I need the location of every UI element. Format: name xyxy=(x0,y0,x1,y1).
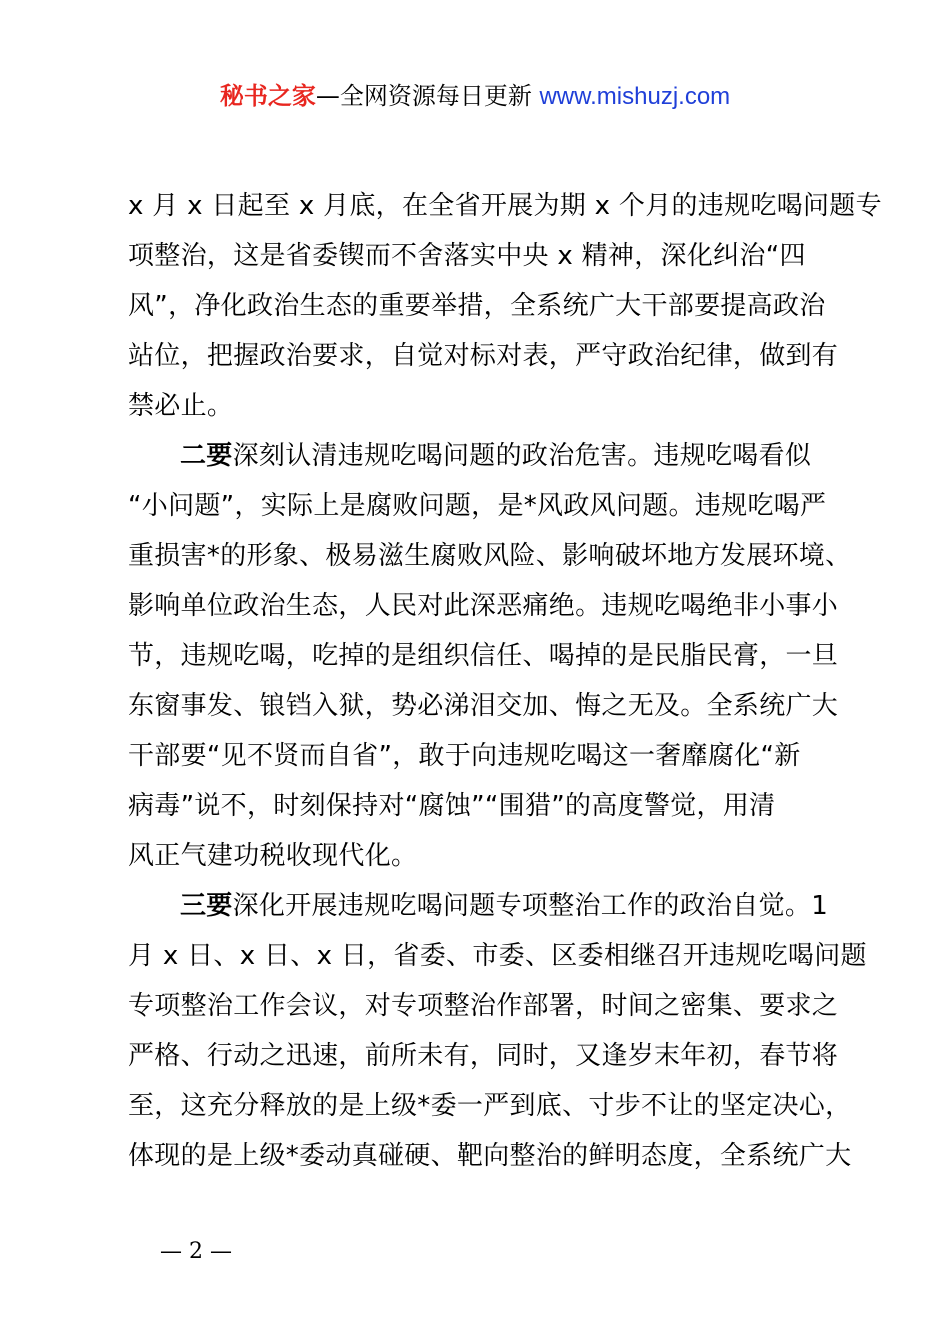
text-line: 风正气建功税收现代化。 xyxy=(128,841,418,871)
text-line xyxy=(128,431,833,481)
text-line: 站位，把握政治要求，自觉对标对表，严守政治纪律，做到有 xyxy=(128,341,839,371)
text-line xyxy=(128,881,833,931)
page-header xyxy=(0,78,950,115)
text-line: 至，这充分释放的是上级*委一严到底、寸步不让的坚定决心， xyxy=(128,1091,852,1121)
brand-name: 秘书之家 xyxy=(219,82,316,110)
text-line: 东窗事发、锒铛入狱，势必涕泪交加、悔之无及。全系统广大 xyxy=(128,691,839,721)
text-line: 病毒”说不，时刻保持对“腐蚀”“围猎”的高度警觉，用清 xyxy=(128,791,776,821)
paragraph-1 xyxy=(128,181,882,431)
header-slogan: —全网资源每日更新 xyxy=(315,82,532,110)
text-line: 体现的是上级*委动真碰硬、靶向整治的鲜明态度，全系统广大 xyxy=(128,1141,852,1171)
document-body xyxy=(128,181,882,1181)
header-url[interactable]: www.mishuzj.com xyxy=(539,83,731,110)
paragraph-lead: 三要 xyxy=(180,891,233,921)
text-line-content: 深化开展违规吃喝问题专项整治工作的政治自觉。1 xyxy=(232,891,829,921)
text-line: 重损害*的形象、极易滋生腐败风险、影响破坏地方发展环境、 xyxy=(128,541,852,571)
text-line: 干部要“见不贤而自省”，敢于向违规吃喝这一奢靡腐化“新 xyxy=(128,741,801,771)
text-line: x 月 x 日起至 x 月底，在全省开展为期 x 个月的违规吃喝问题专 xyxy=(128,191,882,221)
paragraph-3 xyxy=(128,881,867,1181)
text-line: 严格、行动之迅速，前所未有，同时，又逢岁末年初，春节将 xyxy=(128,1041,839,1071)
text-line: 专项整治工作会议，对专项整治作部署，时间之密集、要求之 xyxy=(128,991,839,1021)
text-line: 风”，净化政治生态的重要举措，全系统广大干部要提高政治 xyxy=(128,291,826,321)
text-line: 影响单位政治生态，人民对此深恶痛绝。违规吃喝绝非小事小 xyxy=(128,591,839,621)
text-line: 禁必止。 xyxy=(128,391,234,421)
text-line: 节，违规吃喝，吃掉的是组织信任、喝掉的是民脂民膏，一旦 xyxy=(128,641,839,671)
paragraph-2 xyxy=(128,431,852,881)
text-line: 月 x 日、x 日、x 日，省委、市委、区委相继召开违规吃喝问题 xyxy=(128,941,867,971)
text-line-content: 深刻认清违规吃喝问题的政治危害。违规吃喝看似 xyxy=(232,441,812,471)
page-number: — 2 — xyxy=(160,1239,232,1264)
text-line: 项整治，这是省委锲而不舍落实中央 x 精神，深化纠治“四 xyxy=(128,241,806,271)
paragraph-lead: 二要 xyxy=(180,441,233,471)
text-line: “小问题”，实际上是腐败问题，是*风政风问题。违规吃喝严 xyxy=(128,491,827,521)
